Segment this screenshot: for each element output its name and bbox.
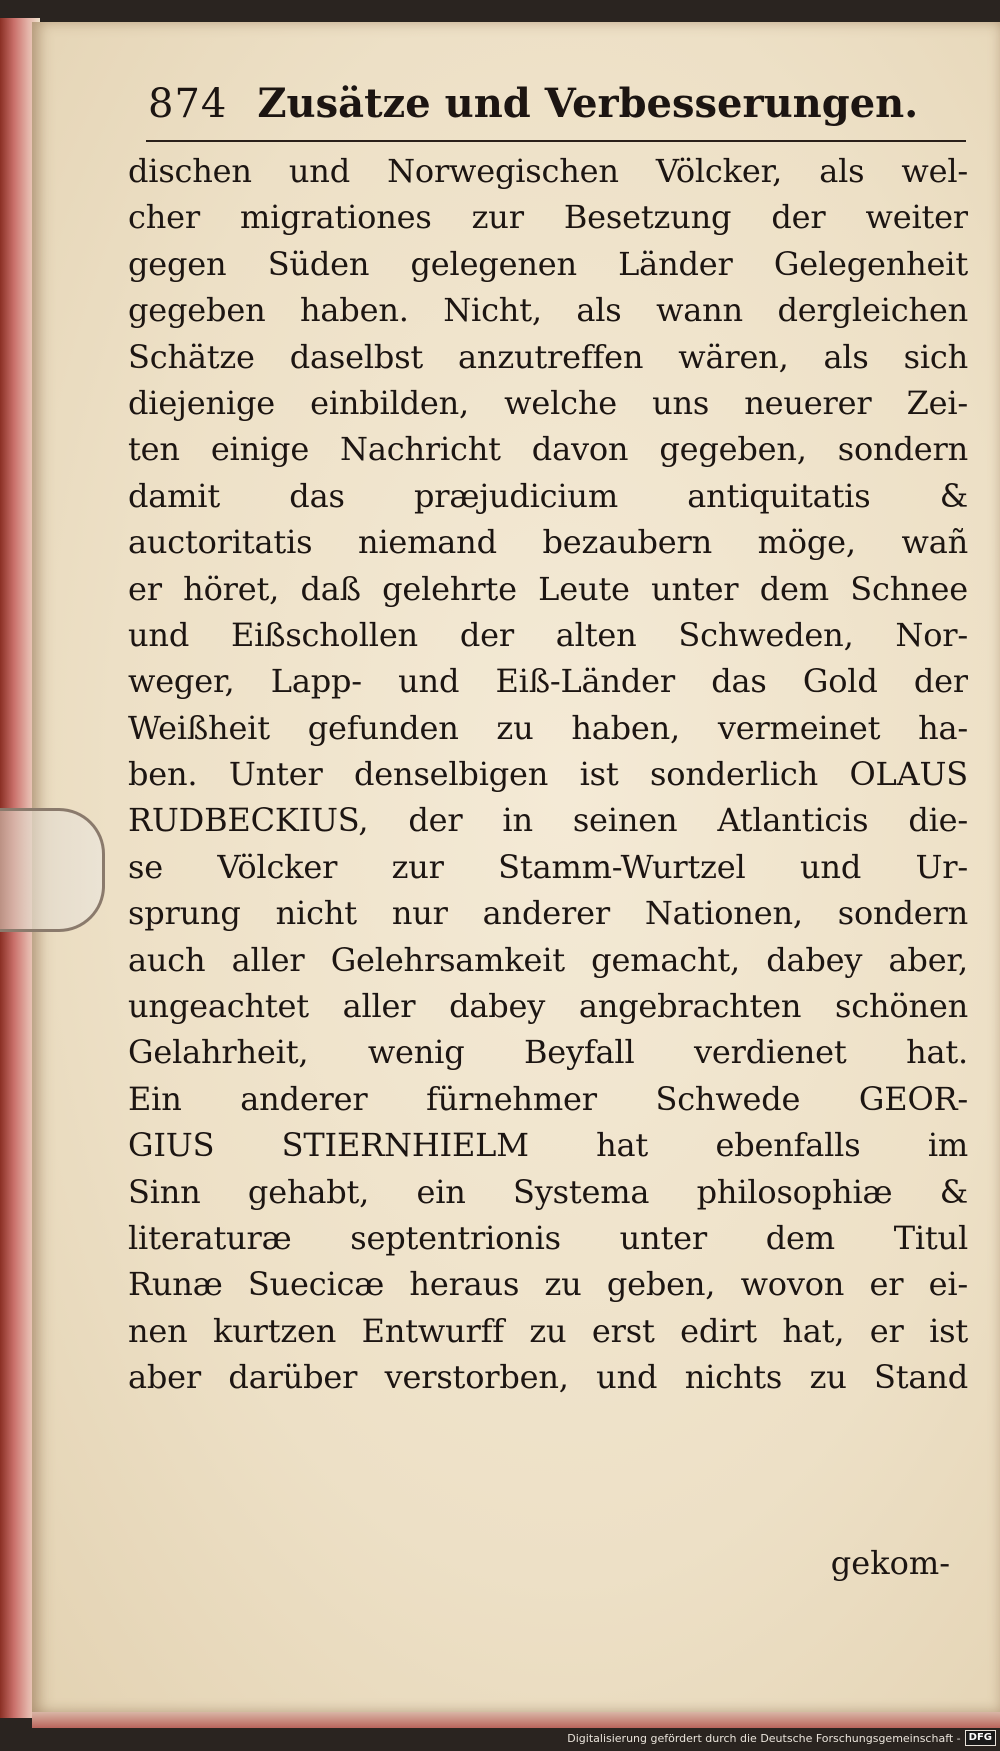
text-line: gegen Süden gelegenen Länder Gelegenheit <box>128 244 968 283</box>
page-number: 874 <box>148 81 228 127</box>
text-line: damit das præjudicium antiquitatis & <box>128 476 968 515</box>
header-rule <box>146 140 966 142</box>
text-line: ben. Unter denselbigen ist sonderlich OLAUS <box>128 755 968 794</box>
text-line: ungeachtet aller dabey angebrachten schönen <box>128 987 968 1026</box>
page-header <box>148 80 968 140</box>
page-clip <box>0 808 105 932</box>
text-line: er höret, daß gelehrte Leute unter dem Schnee <box>128 569 968 608</box>
text-line: se Völcker zur Stamm-Wurtzel und Ur- <box>128 847 968 886</box>
text-line: nen kurtzen Entwurff zu erst edirt hat, er ist <box>128 1311 968 1350</box>
book-bottom-edge <box>32 1712 1000 1728</box>
digitization-footer <box>560 1727 996 1749</box>
text-line: auctoritatis niemand bezaubern möge, wañ <box>128 523 968 562</box>
text-line: auch aller Gelehrsamkeit gemacht, dabey aber, <box>128 940 968 979</box>
text-line: RUDBECKIUS, der in seinen Atlanticis die- <box>128 801 968 840</box>
funding-credit: Digitalisierung gefördert durch die Deutsche Forschungsgemeinschaft - <box>567 1731 961 1745</box>
text-line: ten einige Nachricht davon gegeben, sondern <box>128 430 968 469</box>
text-line: gegeben haben. Nicht, als wann dergleichen <box>128 291 968 330</box>
text-line: dischen und Norwegischen Völcker, als wel- <box>128 152 968 190</box>
text-line: sprung nicht nur anderer Nationen, sondern <box>128 894 968 933</box>
text-line: aber darüber verstorben, und nichts zu Stand <box>128 1358 968 1397</box>
text-line: Ein anderer fürnehmer Schwede GEOR- <box>128 1079 968 1118</box>
text-line: Sinn gehabt, ein Systema philosophiæ & <box>128 1172 968 1211</box>
text-line: diejenige einbilden, welche uns neuerer Zei- <box>128 383 968 422</box>
text-line: cher migrationes zur Besetzung der weiter <box>128 198 968 237</box>
text-line: weger, Lapp- und Eiß-Länder das Gold der <box>128 662 968 701</box>
catchword: gekom- <box>830 1544 950 1582</box>
text-line: und Eißschollen der alten Schweden, Nor- <box>128 615 968 654</box>
text-line: Weißheit gefunden zu haben, vermeinet ha- <box>128 708 968 747</box>
text-line: literaturæ septentrionis unter dem Titul <box>128 1218 968 1257</box>
text-line: Gelahrheit, wenig Beyfall verdienet hat. <box>128 1033 968 1072</box>
text-line: GIUS STIERNHIELM hat ebenfalls im <box>128 1126 968 1165</box>
dfg-logo: DFG <box>965 1730 996 1746</box>
running-title: Zusätze und Verbesserungen. <box>257 80 919 127</box>
text-line: Schätze daselbst anzutreffen wären, als sich <box>128 337 968 376</box>
text-line: Runæ Suecicæ heraus zu geben, wovon er ei- <box>128 1265 968 1304</box>
body-text <box>128 148 968 1538</box>
